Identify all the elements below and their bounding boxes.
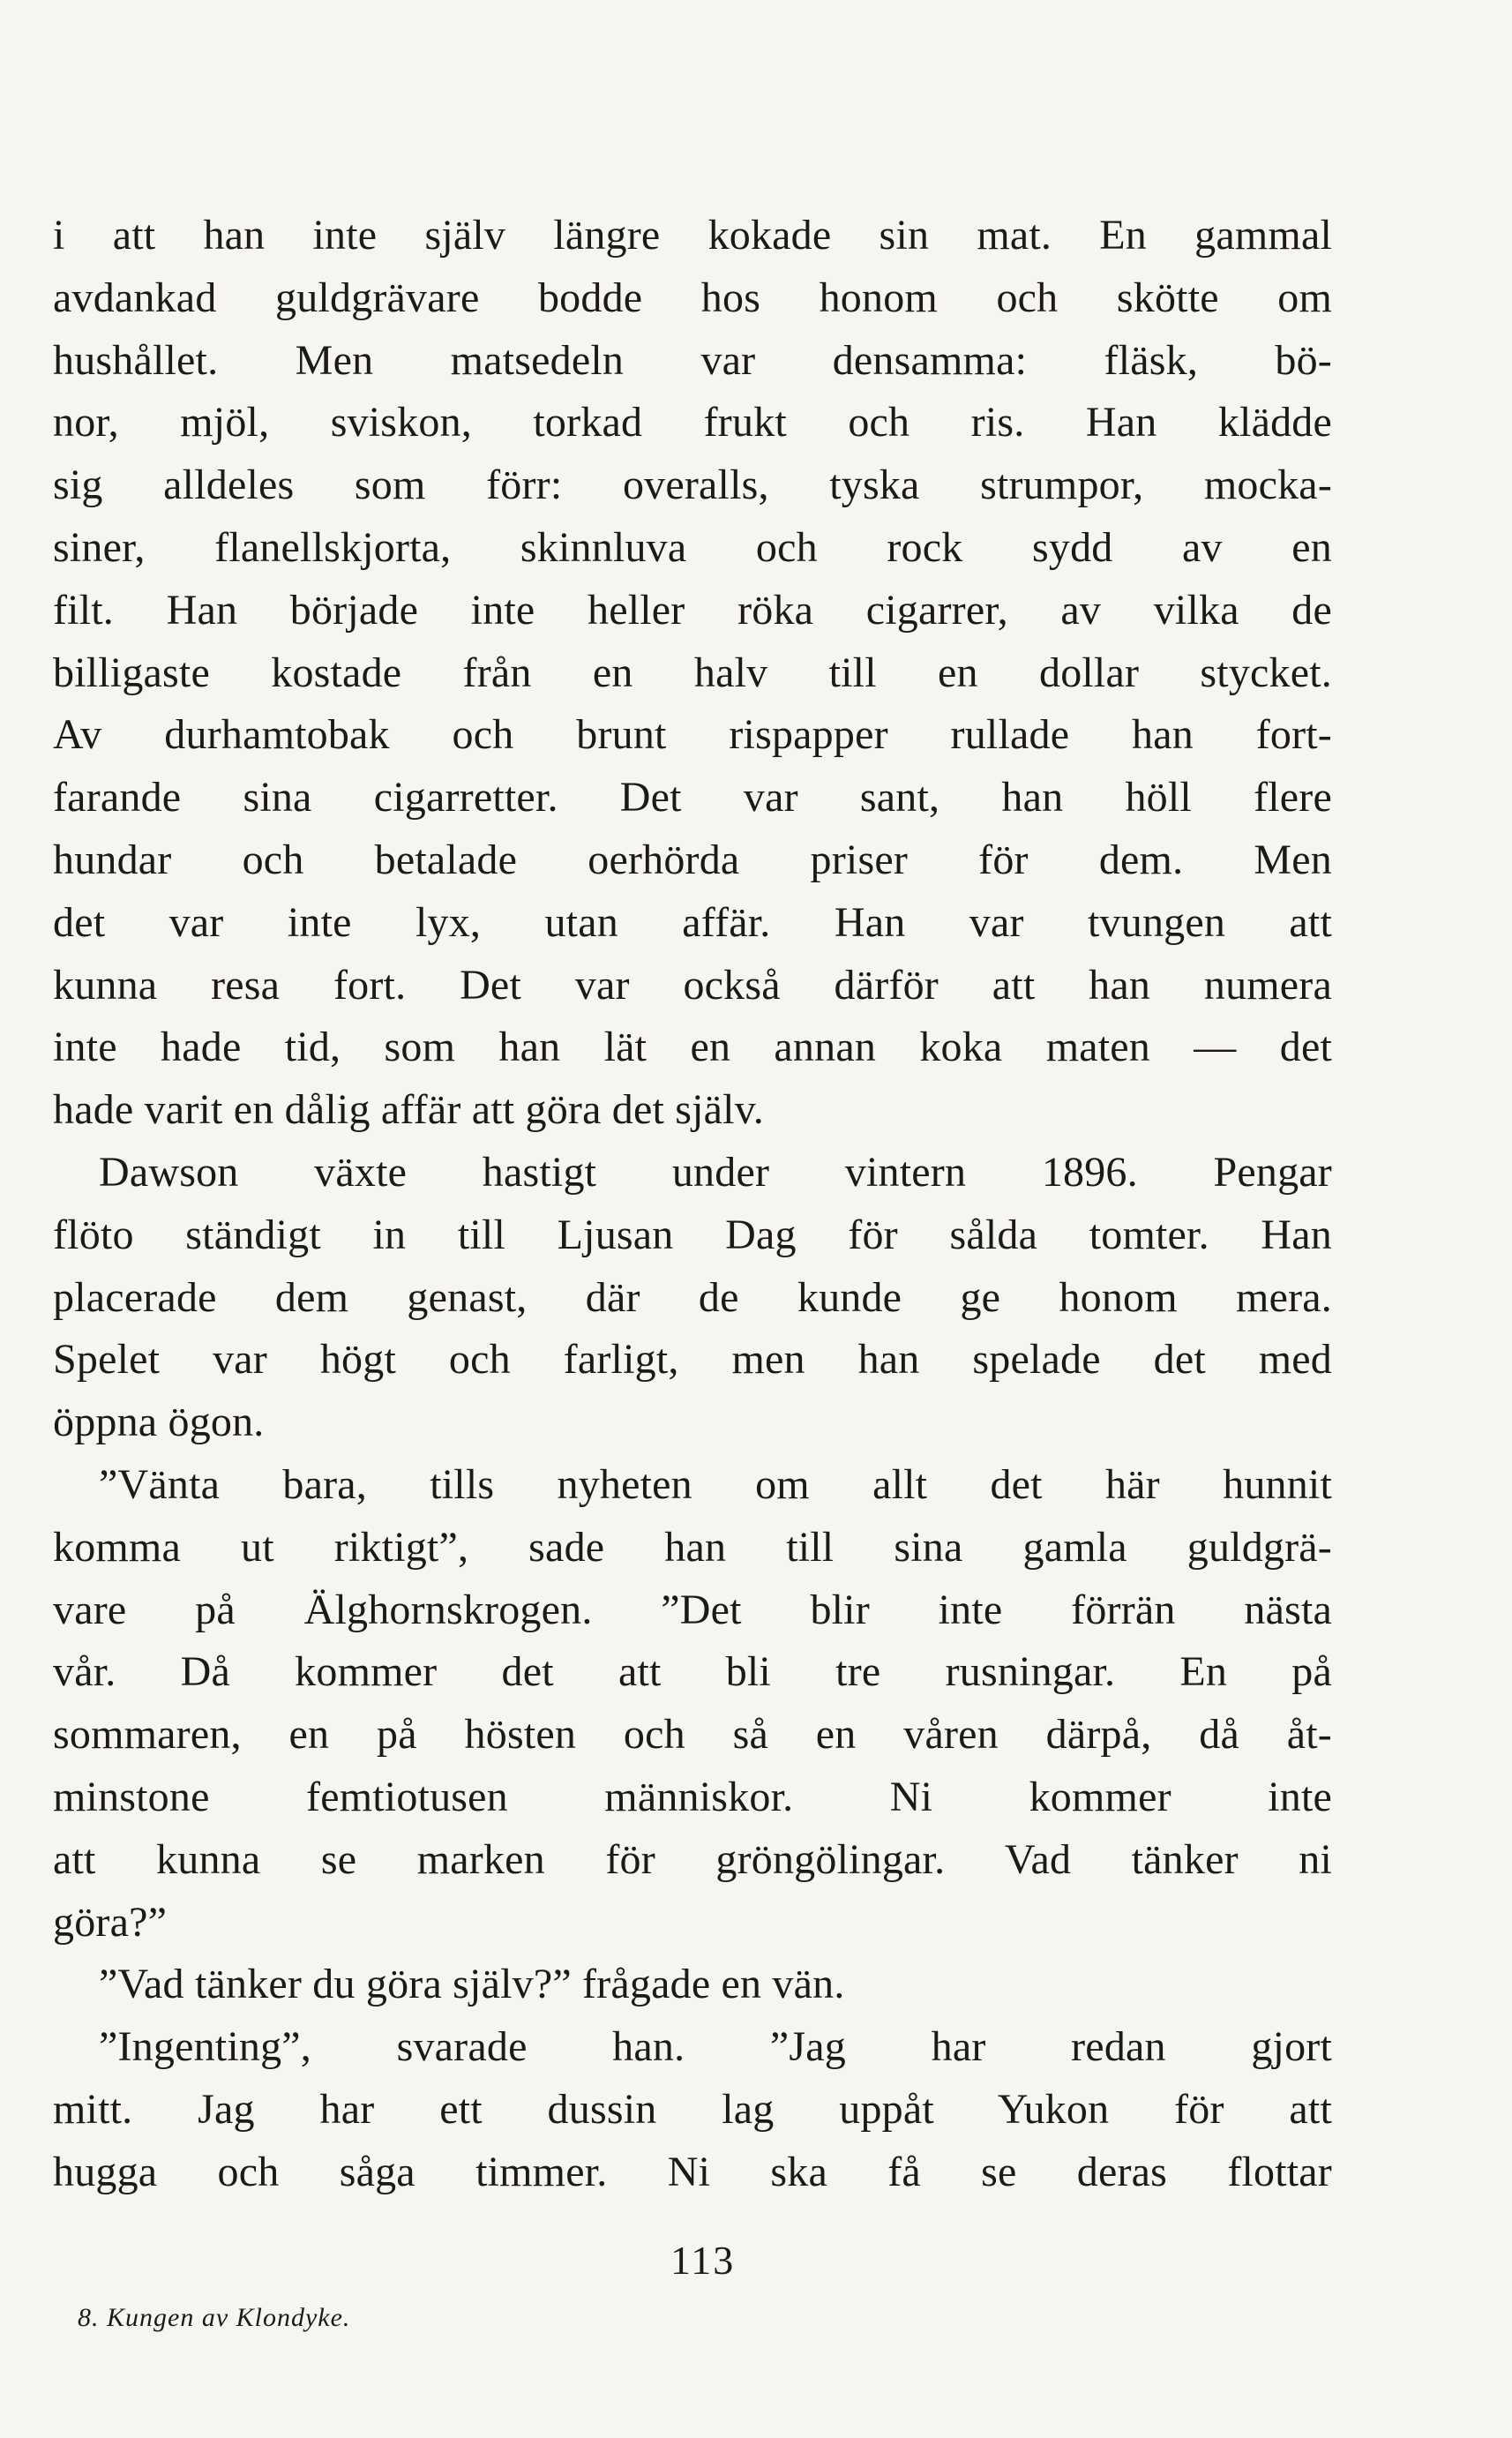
- text-line-15: hade varit en dålig affär att göra det själv.: [53, 1086, 764, 1134]
- text-line-4: nor, mjöl, sviskon, torkad frukt och ris. Han klädde: [53, 399, 1332, 446]
- text-line-31: mitt. Jag har ett dussin lag uppåt Yukon för att: [53, 2085, 1332, 2133]
- text-line-20: öppna ögon.: [53, 1399, 265, 1446]
- text-line-6: siner, flanellskjorta, skinnluva och rock sydd av en: [53, 523, 1332, 571]
- text-line-13: kunna resa fort. Det var också därför att han numera: [53, 961, 1332, 1009]
- text-line-10: farande sina cigarretter. Det var sant, han höll flere: [53, 774, 1332, 821]
- text-line-29: ”Vad tänker du göra själv?” frågade en vän.: [99, 1961, 845, 2008]
- text-line-8: billigaste kostade från en halv till en dollar stycket.: [53, 649, 1332, 696]
- text-line-19: Spelet var högt och farligt, men han spelade det med: [53, 1336, 1332, 1384]
- text-line-14: inte hade tid, som han lät en annan koka maten — det: [53, 1024, 1332, 1071]
- text-line-26: minstone femtiotusen människor. Ni kommer inte: [53, 1773, 1332, 1820]
- text-line-23: vare på Älghornskrogen. ”Det blir inte förrän nästa: [53, 1586, 1332, 1633]
- text-line-24: vår. Då kommer det att bli tre rusningar. En på: [53, 1648, 1332, 1696]
- text-line-5: sig alldeles som förr: overalls, tyska strumpor, mocka-: [53, 461, 1332, 509]
- text-line-9: Av durhamtobak och brunt rispapper rullade han fort-: [53, 711, 1332, 759]
- printer-signature: 8. Kungen av Klondyke.: [78, 2303, 351, 2332]
- text-line-7: filt. Han började inte heller röka cigarrer, av vilka de: [53, 586, 1332, 634]
- text-line-2: avdankad guldgrävare bodde hos honom och skötte om: [53, 274, 1332, 321]
- text-line-18: placerade dem genast, där de kunde ge honom mera.: [53, 1273, 1332, 1321]
- text-line-27: att kunna se marken för gröngölingar. Vad tänker ni: [53, 1835, 1332, 1883]
- text-line-22: komma ut riktigt”, sade han till sina gamla guldgrä-: [53, 1523, 1332, 1571]
- text-line-1: i att han inte själv längre kokade sin mat. En gammal: [53, 212, 1332, 259]
- text-line-25: sommaren, en på hösten och så en våren därpå, då åt-: [53, 1711, 1332, 1759]
- text-line-28: göra?”: [53, 1898, 168, 1946]
- text-line-32: hugga och såga timmer. Ni ska få se deras flottar: [53, 2148, 1332, 2195]
- text-line-12: det var inte lyx, utan affär. Han var tvungen att: [53, 898, 1332, 946]
- body-text: [53, 205, 1332, 2204]
- text-line-21: ”Vänta bara, tills nyheten om allt det här hunnit: [99, 1460, 1332, 1508]
- text-line-17: flöto ständigt in till Ljusan Dag för sålda tomter. Han: [53, 1211, 1332, 1258]
- text-line-16: Dawson växte hastigt under vintern 1896. Pengar: [99, 1148, 1332, 1196]
- page-number: 113: [670, 2238, 736, 2283]
- text-line-30: ”Ingenting”, svarade han. ”Jag har redan gjort: [99, 2023, 1332, 2071]
- text-line-3: hushållet. Men matsedeln var densamma: fläsk, bö-: [53, 336, 1332, 384]
- text-line-11: hundar och betalade oerhörda priser för dem. Men: [53, 836, 1332, 883]
